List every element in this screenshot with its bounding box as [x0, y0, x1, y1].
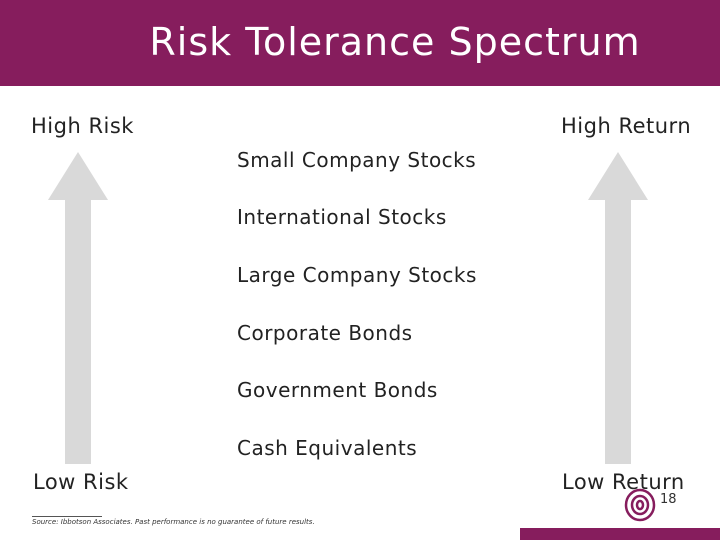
low-risk-label: Low Risk	[33, 470, 129, 494]
title-bar	[0, 0, 720, 86]
left-up-arrow-icon	[46, 152, 110, 464]
page-number: 18	[660, 492, 677, 507]
high-risk-label: High Risk	[31, 114, 134, 138]
stack-item-government-bonds: Government Bonds	[237, 378, 438, 402]
stack-item-cash-equivalents: Cash Equivalents	[237, 436, 418, 460]
ring-logo-icon	[622, 485, 658, 525]
footer-divider	[32, 516, 102, 517]
right-up-arrow-icon	[586, 152, 650, 464]
slide-title: Risk Tolerance Spectrum	[149, 20, 641, 64]
stack-item-small-company-stocks: Small Company Stocks	[237, 148, 477, 172]
source-note: Source: Ibbotson Associates. Past performance is no guarantee of future results.	[32, 518, 315, 526]
stack-item-large-company-stocks: Large Company Stocks	[237, 263, 477, 287]
stack-item-international-stocks: International Stocks	[237, 205, 447, 229]
stack-item-corporate-bonds: Corporate Bonds	[237, 321, 413, 345]
bottom-accent-band	[520, 528, 720, 540]
low-return-label: Low Return	[562, 470, 685, 494]
high-return-label: High Return	[561, 114, 692, 138]
